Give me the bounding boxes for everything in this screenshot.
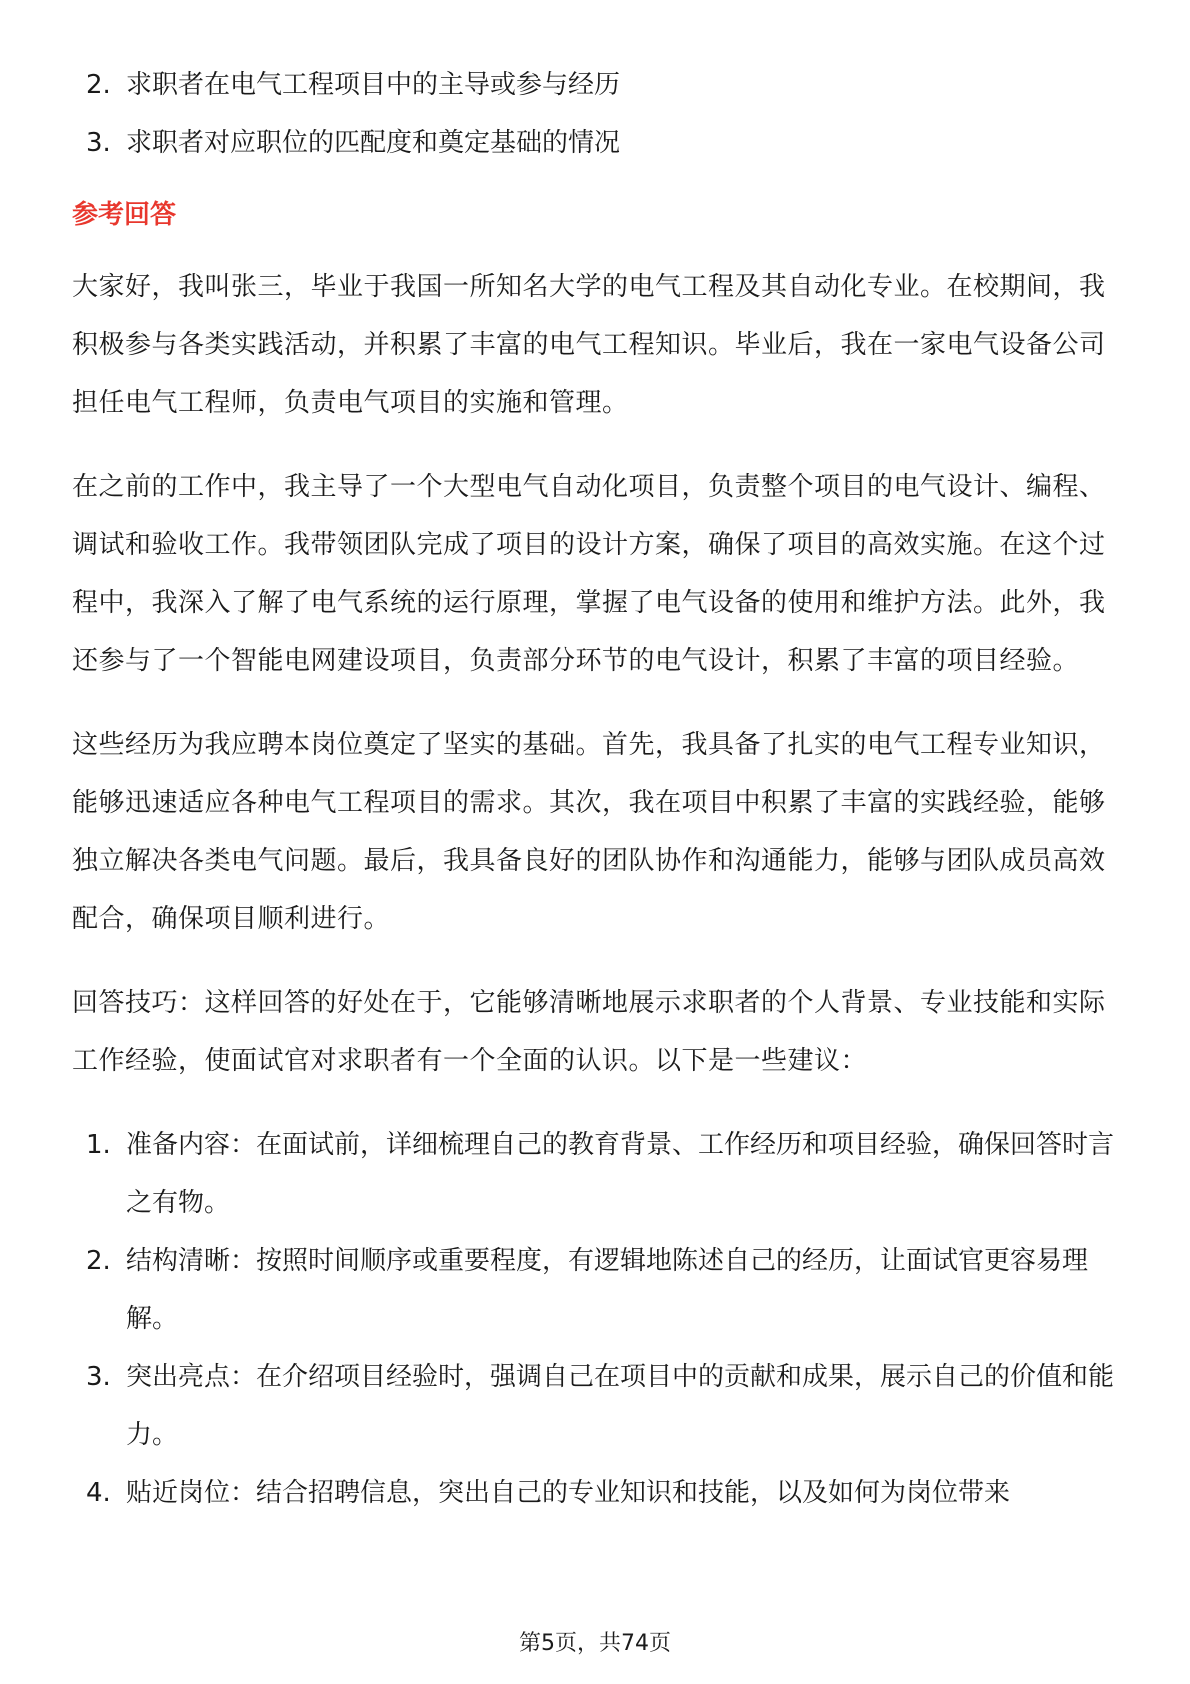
list-item [72,1464,1118,1522]
list-text: 结构清晰：按照时间顺序或重要程度，有逻辑地陈述自己的经历，让面试官更容易理解。 [126,1246,1089,1334]
tips-list [72,1116,1118,1522]
criteria-list [72,56,1118,172]
list-item [72,1348,1118,1464]
section-title: 参考回答 [72,200,177,230]
list-text: 求职者对应职位的匹配度和奠定基础的情况 [126,128,621,158]
list-text: 准备内容：在面试前，详细梳理自己的教育背景、工作经历和项目经验，确保回答时言之有物。 [126,1130,1115,1218]
list-number: 3. [86,1362,111,1392]
page-content [72,56,1118,1522]
paragraph: 回答技巧：这样回答的好处在于，它能够清晰地展示求职者的个人背景、专业技能和实际工作经验，使面试官对求职者有一个全面的认识。以下是一些建议： [72,988,1106,1076]
list-item [72,114,1118,172]
list-number: 4. [86,1478,111,1508]
page-footer: 第5页，共74页 [519,1631,671,1656]
list-item [72,1116,1118,1232]
paragraph: 大家好，我叫张三，毕业于我国一所知名大学的电气工程及其自动化专业。在校期间，我积极参与各类实践活动，并积累了丰富的电气工程知识。毕业后，我在一家电气设备公司担任电气工程师，负责电气项目的实施和管理。 [72,272,1106,418]
list-number: 3. [86,128,111,158]
paragraph: 在之前的工作中，我主导了一个大型电气自动化项目，负责整个项目的电气设计、编程、调试和验收工作。我带领团队完成了项目的设计方案，确保了项目的高效实施。在这个过程中，我深入了解了电气系统的运行原理，掌握了电气设备的使用和维护方法。此外，我还参与了一个智能电网建设项目，负责部分环节的电气设计，积累了丰富的项目经验。 [72,472,1106,676]
list-number: 2. [86,70,111,100]
paragraph: 这些经历为我应聘本岗位奠定了坚实的基础。首先，我具备了扎实的电气工程专业知识，能够迅速适应各种电气工程项目的需求。其次，我在项目中积累了丰富的实践经验，能够独立解决各类电气问题。最后，我具备良好的团队协作和沟通能力，能够与团队成员高效配合，确保项目顺利进行。 [72,730,1106,934]
list-number: 1. [86,1130,111,1160]
list-number: 2. [86,1246,111,1276]
list-text: 贴近岗位：结合招聘信息，突出自己的专业知识和技能，以及如何为岗位带来 [126,1478,1011,1508]
list-text: 求职者在电气工程项目中的主导或参与经历 [126,70,621,100]
list-text: 突出亮点：在介绍项目经验时，强调自己在项目中的贡献和成果，展示自己的价值和能力。 [126,1362,1115,1450]
list-item [72,56,1118,114]
list-item [72,1232,1118,1348]
